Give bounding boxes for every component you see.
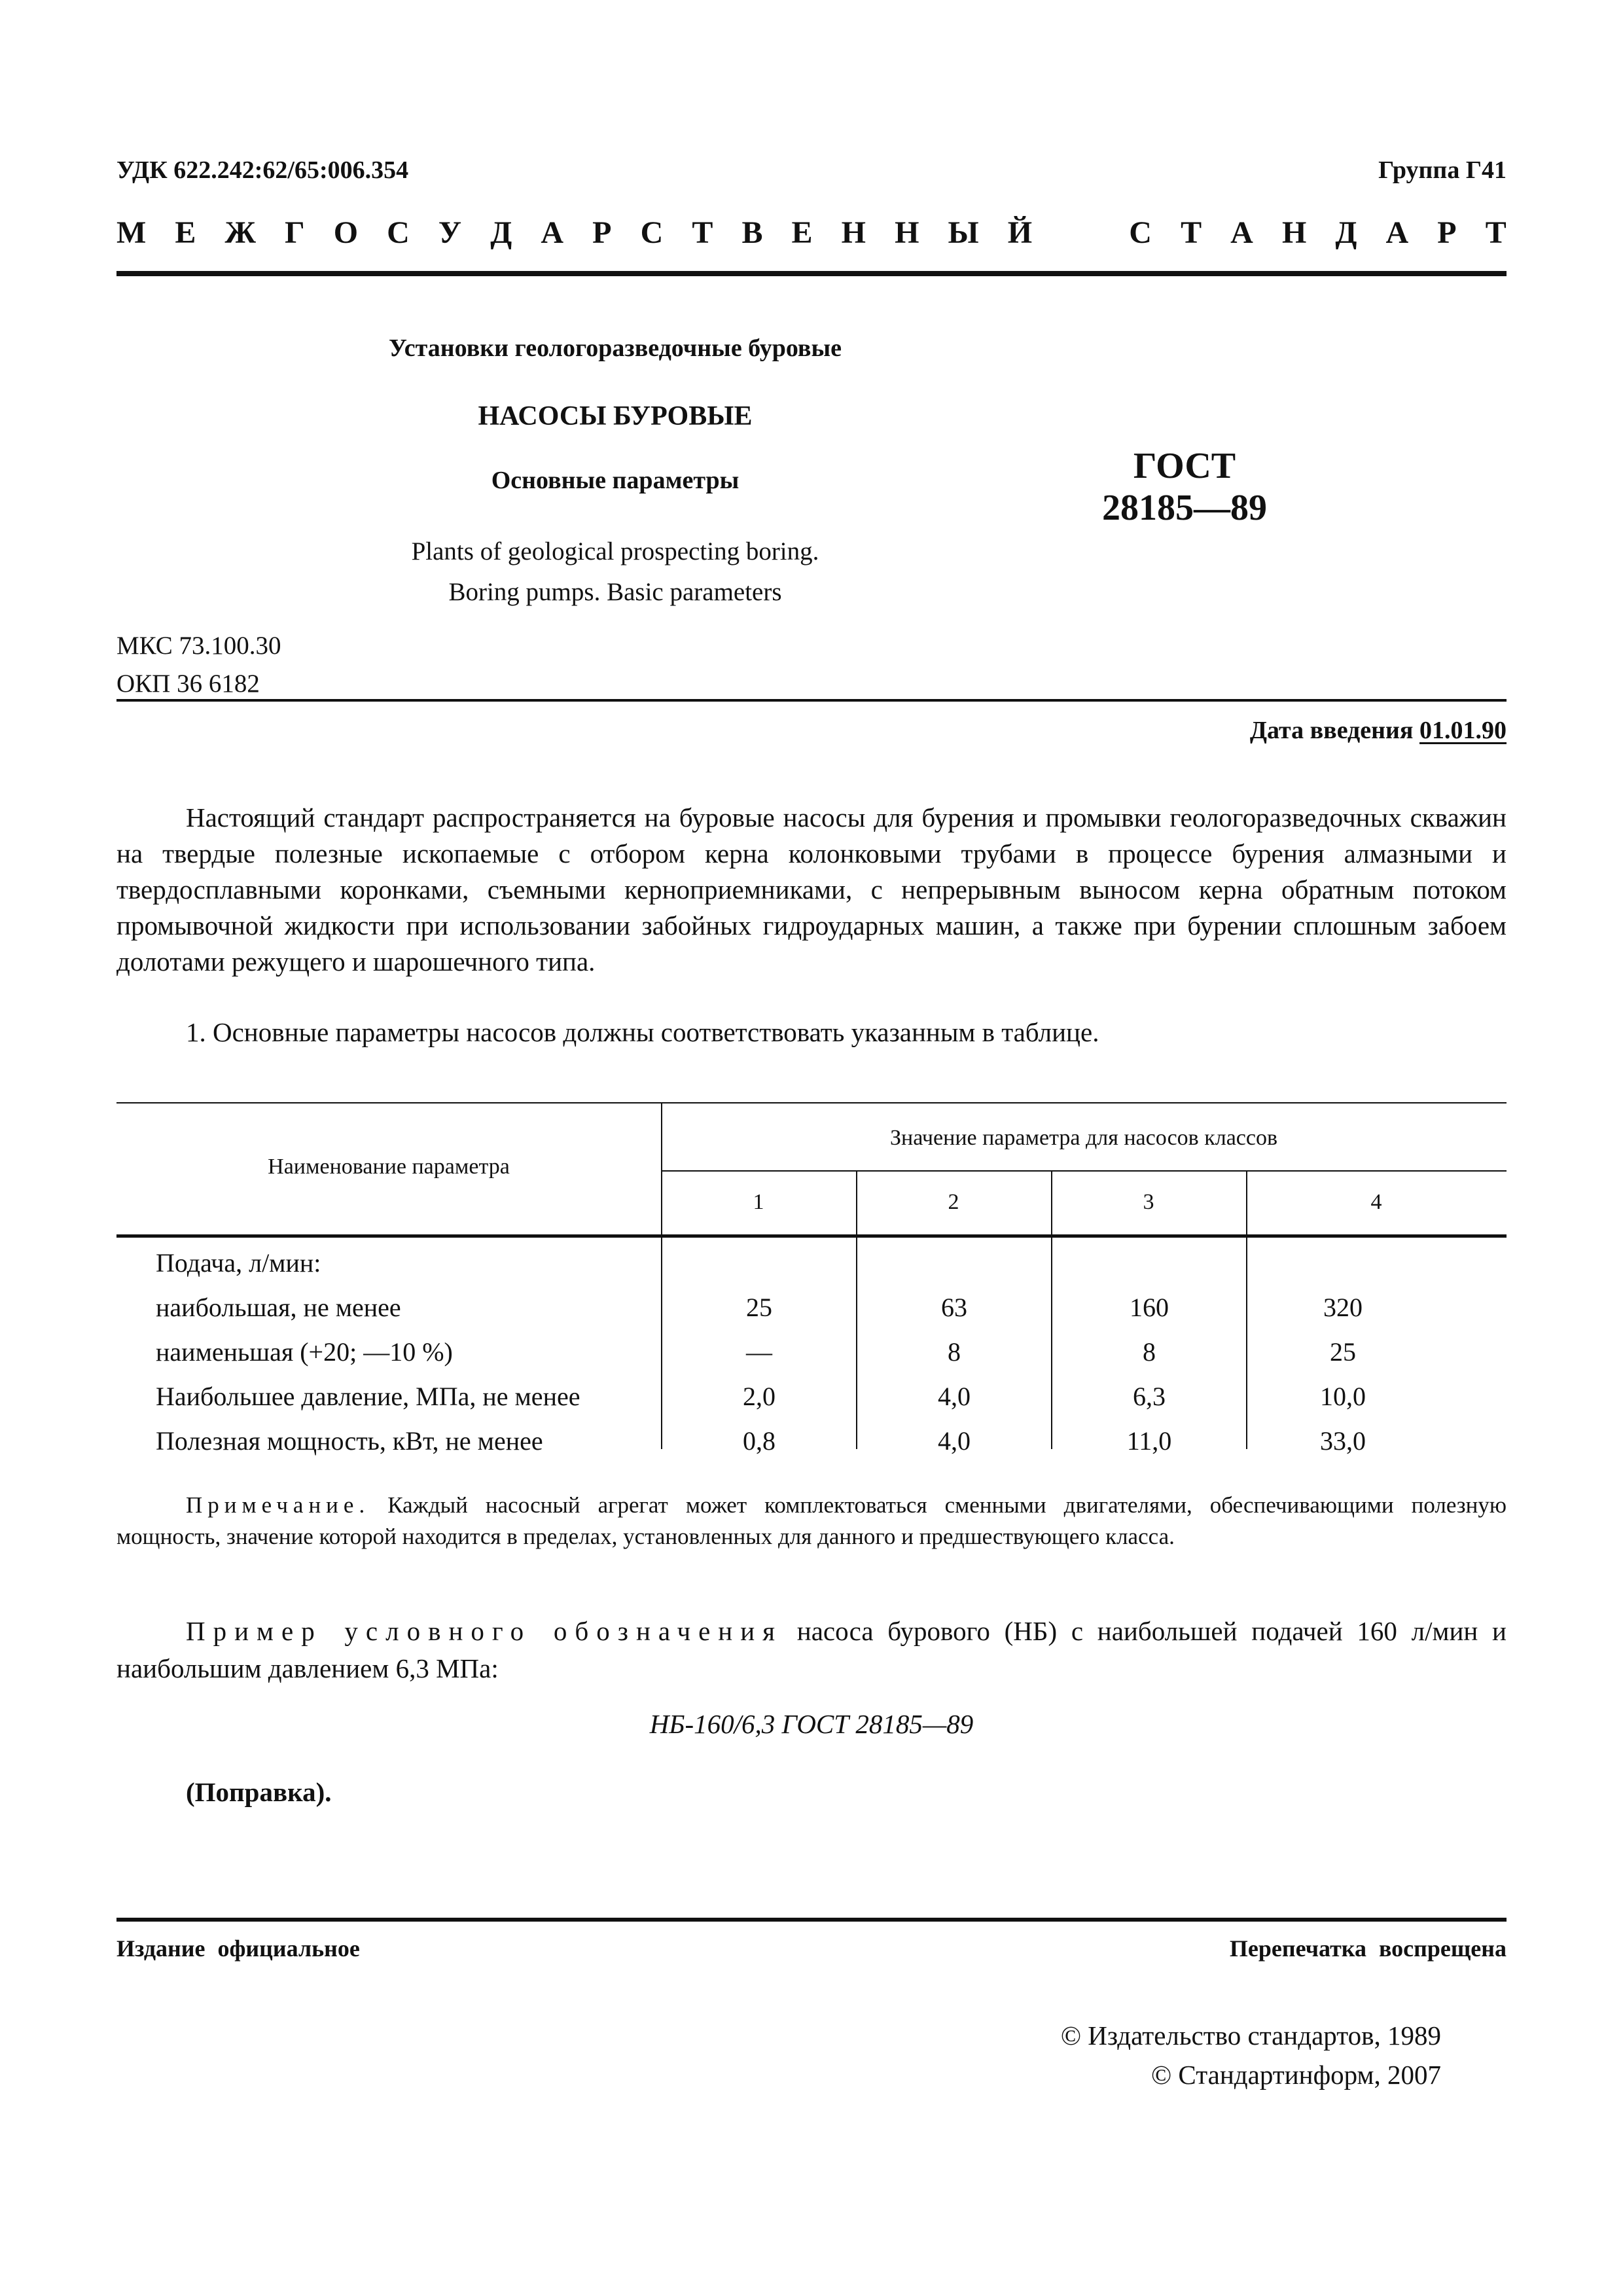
- codes-divider: [116, 699, 1507, 702]
- table-cell: 8: [1143, 1337, 1156, 1367]
- class-header: 2: [948, 1190, 959, 1214]
- table-cell: 4,0: [938, 1382, 971, 1411]
- note-label: Примечание.: [186, 1492, 370, 1518]
- english-title-line-2: Boring pumps. Basic parameters: [448, 578, 782, 606]
- heading-letter: В: [741, 215, 763, 250]
- example-label: Пример условного обозначения: [186, 1616, 783, 1646]
- table-row-label: Подача, л/мин:: [156, 1248, 321, 1278]
- heading-letter: Р: [1437, 215, 1457, 250]
- gost-number: 28185—89: [1102, 488, 1267, 528]
- table-group-rule: [661, 1170, 1507, 1172]
- table-cell: 63: [941, 1293, 967, 1322]
- heading-letter: Д: [490, 215, 512, 250]
- gost-label: ГОСТ: [1133, 446, 1236, 486]
- table-cell: 320: [1323, 1293, 1363, 1322]
- okp-code: ОКП 36 6182: [116, 670, 260, 698]
- designation-example: [116, 1613, 1507, 1687]
- heading-letter: А: [1385, 215, 1409, 250]
- copyright-line-2: © Стандартинформ, 2007: [1151, 2060, 1441, 2090]
- heading-letter: Е: [175, 215, 196, 250]
- heading-letter: С: [640, 215, 664, 250]
- example-text: насоса бурового (НБ) с наибольшей подачей 160 л/мин и наибольшим давлением 6,3 МПа:: [116, 1616, 1507, 1683]
- interstate-standard-heading: [116, 211, 1507, 254]
- heading-letter: Т: [1181, 215, 1202, 250]
- heading-letter: Т: [1485, 215, 1507, 250]
- clause-1: 1. Основные параметры насосов должны соответствовать указанным в таблице.: [186, 1017, 1099, 1047]
- mks-code: МКС 73.100.30: [116, 632, 281, 660]
- class-header: 1: [753, 1190, 764, 1214]
- udk-code: УДК 622.242:62/65:006.354: [116, 156, 409, 184]
- heading-letter: Р: [592, 215, 612, 250]
- table-cell: 2,0: [743, 1382, 776, 1411]
- designation-sample: НБ-160/6,3 ГОСТ 28185—89: [649, 1709, 974, 1739]
- heading-letter: Ы: [948, 215, 979, 250]
- heading-letter: С: [387, 215, 410, 250]
- english-title: [321, 531, 910, 613]
- heading-letter: А: [1230, 215, 1253, 250]
- heading-letter: С: [1129, 215, 1152, 250]
- table-row-label: наибольшая, не менее: [156, 1293, 401, 1322]
- note-text: Каждый насосный агрегат может комплектоваться сменными двигателями, обеспечивающими полезную мощность, значение которой находится в пределах, установленных для данного и предшествующего класса.: [116, 1492, 1507, 1549]
- table-cell: 25: [746, 1293, 772, 1322]
- table-row-label: Наибольшее давление, МПа, не менее: [156, 1382, 580, 1411]
- title-line-3: Основные параметры: [491, 467, 740, 494]
- heading-letter: Й: [1007, 215, 1033, 250]
- gost-designation: [1034, 445, 1335, 529]
- table-cell: 6,3: [1133, 1382, 1166, 1411]
- footer-divider: [116, 1918, 1507, 1922]
- table-row-label: наименьшая (+20; —10 %): [156, 1337, 453, 1367]
- table-cell: 33,0: [1320, 1426, 1366, 1456]
- english-title-line-1: Plants of geological prospecting boring.: [411, 537, 819, 565]
- heading-letter: Ж: [224, 215, 256, 250]
- classification-codes: [116, 627, 281, 703]
- table-cell: 11,0: [1126, 1426, 1172, 1456]
- param-header: Наименование параметра: [268, 1155, 510, 1179]
- table-cell: 8: [948, 1337, 961, 1367]
- introduction-date: [1250, 716, 1507, 745]
- group-code: Группа Г41: [1378, 156, 1507, 184]
- heading-letter: Т: [692, 215, 713, 250]
- class-group-header: Значение параметра для насосов классов: [889, 1126, 1278, 1150]
- reprint-prohibited: Перепечатка воспрещена: [1229, 1935, 1507, 1962]
- table-note: [116, 1490, 1507, 1552]
- table-cell: 25: [1330, 1337, 1356, 1367]
- heading-letter: Н: [895, 215, 919, 250]
- header-divider: [116, 271, 1507, 276]
- heading-letter: Г: [285, 215, 305, 250]
- amendment-note: (Поправка).: [186, 1777, 332, 1807]
- heading-letter: О: [333, 215, 359, 250]
- table-cell: 4,0: [938, 1426, 971, 1456]
- heading-letter: М: [116, 215, 147, 250]
- class-header: 3: [1143, 1190, 1154, 1214]
- heading-letter: Н: [1281, 215, 1307, 250]
- table-top-rule: [116, 1102, 1507, 1103]
- table-cell: 10,0: [1320, 1382, 1366, 1411]
- heading-letter: Е: [791, 215, 813, 250]
- table-row-label: Полезная мощность, кВт, не менее: [156, 1426, 543, 1456]
- class-header: 4: [1370, 1190, 1382, 1214]
- table-cell: 160: [1130, 1293, 1169, 1322]
- official-edition: Издание официальное: [116, 1935, 360, 1962]
- heading-letter: Д: [1335, 215, 1357, 250]
- date-value: 01.01.90: [1419, 717, 1507, 744]
- scope-paragraph: Настоящий стандарт распространяется на буровые насосы для бурения и промывки геологоразведочных скважин на твердые полезные ископаемые с отбором керна колонковыми трубами в процессе бурения алмазными и твердосплавными коронками, съемными керноприемниками, с непрерывным выносом керна обратным потоком промывочной жидкости при использовании забойных гидроударных машин, а также при бурении сплошным забоем долотами режущего и шарошечного типа.: [116, 802, 1507, 977]
- table-header-rule: [116, 1234, 1507, 1238]
- date-label: Дата введения: [1249, 717, 1419, 744]
- table-cell: 0,8: [743, 1426, 776, 1456]
- heading-letter: Н: [841, 215, 866, 250]
- copyright-line-1: © Издательство стандартов, 1989: [1060, 2020, 1441, 2051]
- table-cell: —: [746, 1337, 772, 1367]
- title-line-2: НАСОСЫ БУРОВЫЕ: [478, 401, 753, 431]
- heading-letter: У: [438, 215, 462, 250]
- heading-letter: А: [541, 215, 564, 250]
- title-line-1: Установки геологоразведочные буровые: [389, 334, 842, 362]
